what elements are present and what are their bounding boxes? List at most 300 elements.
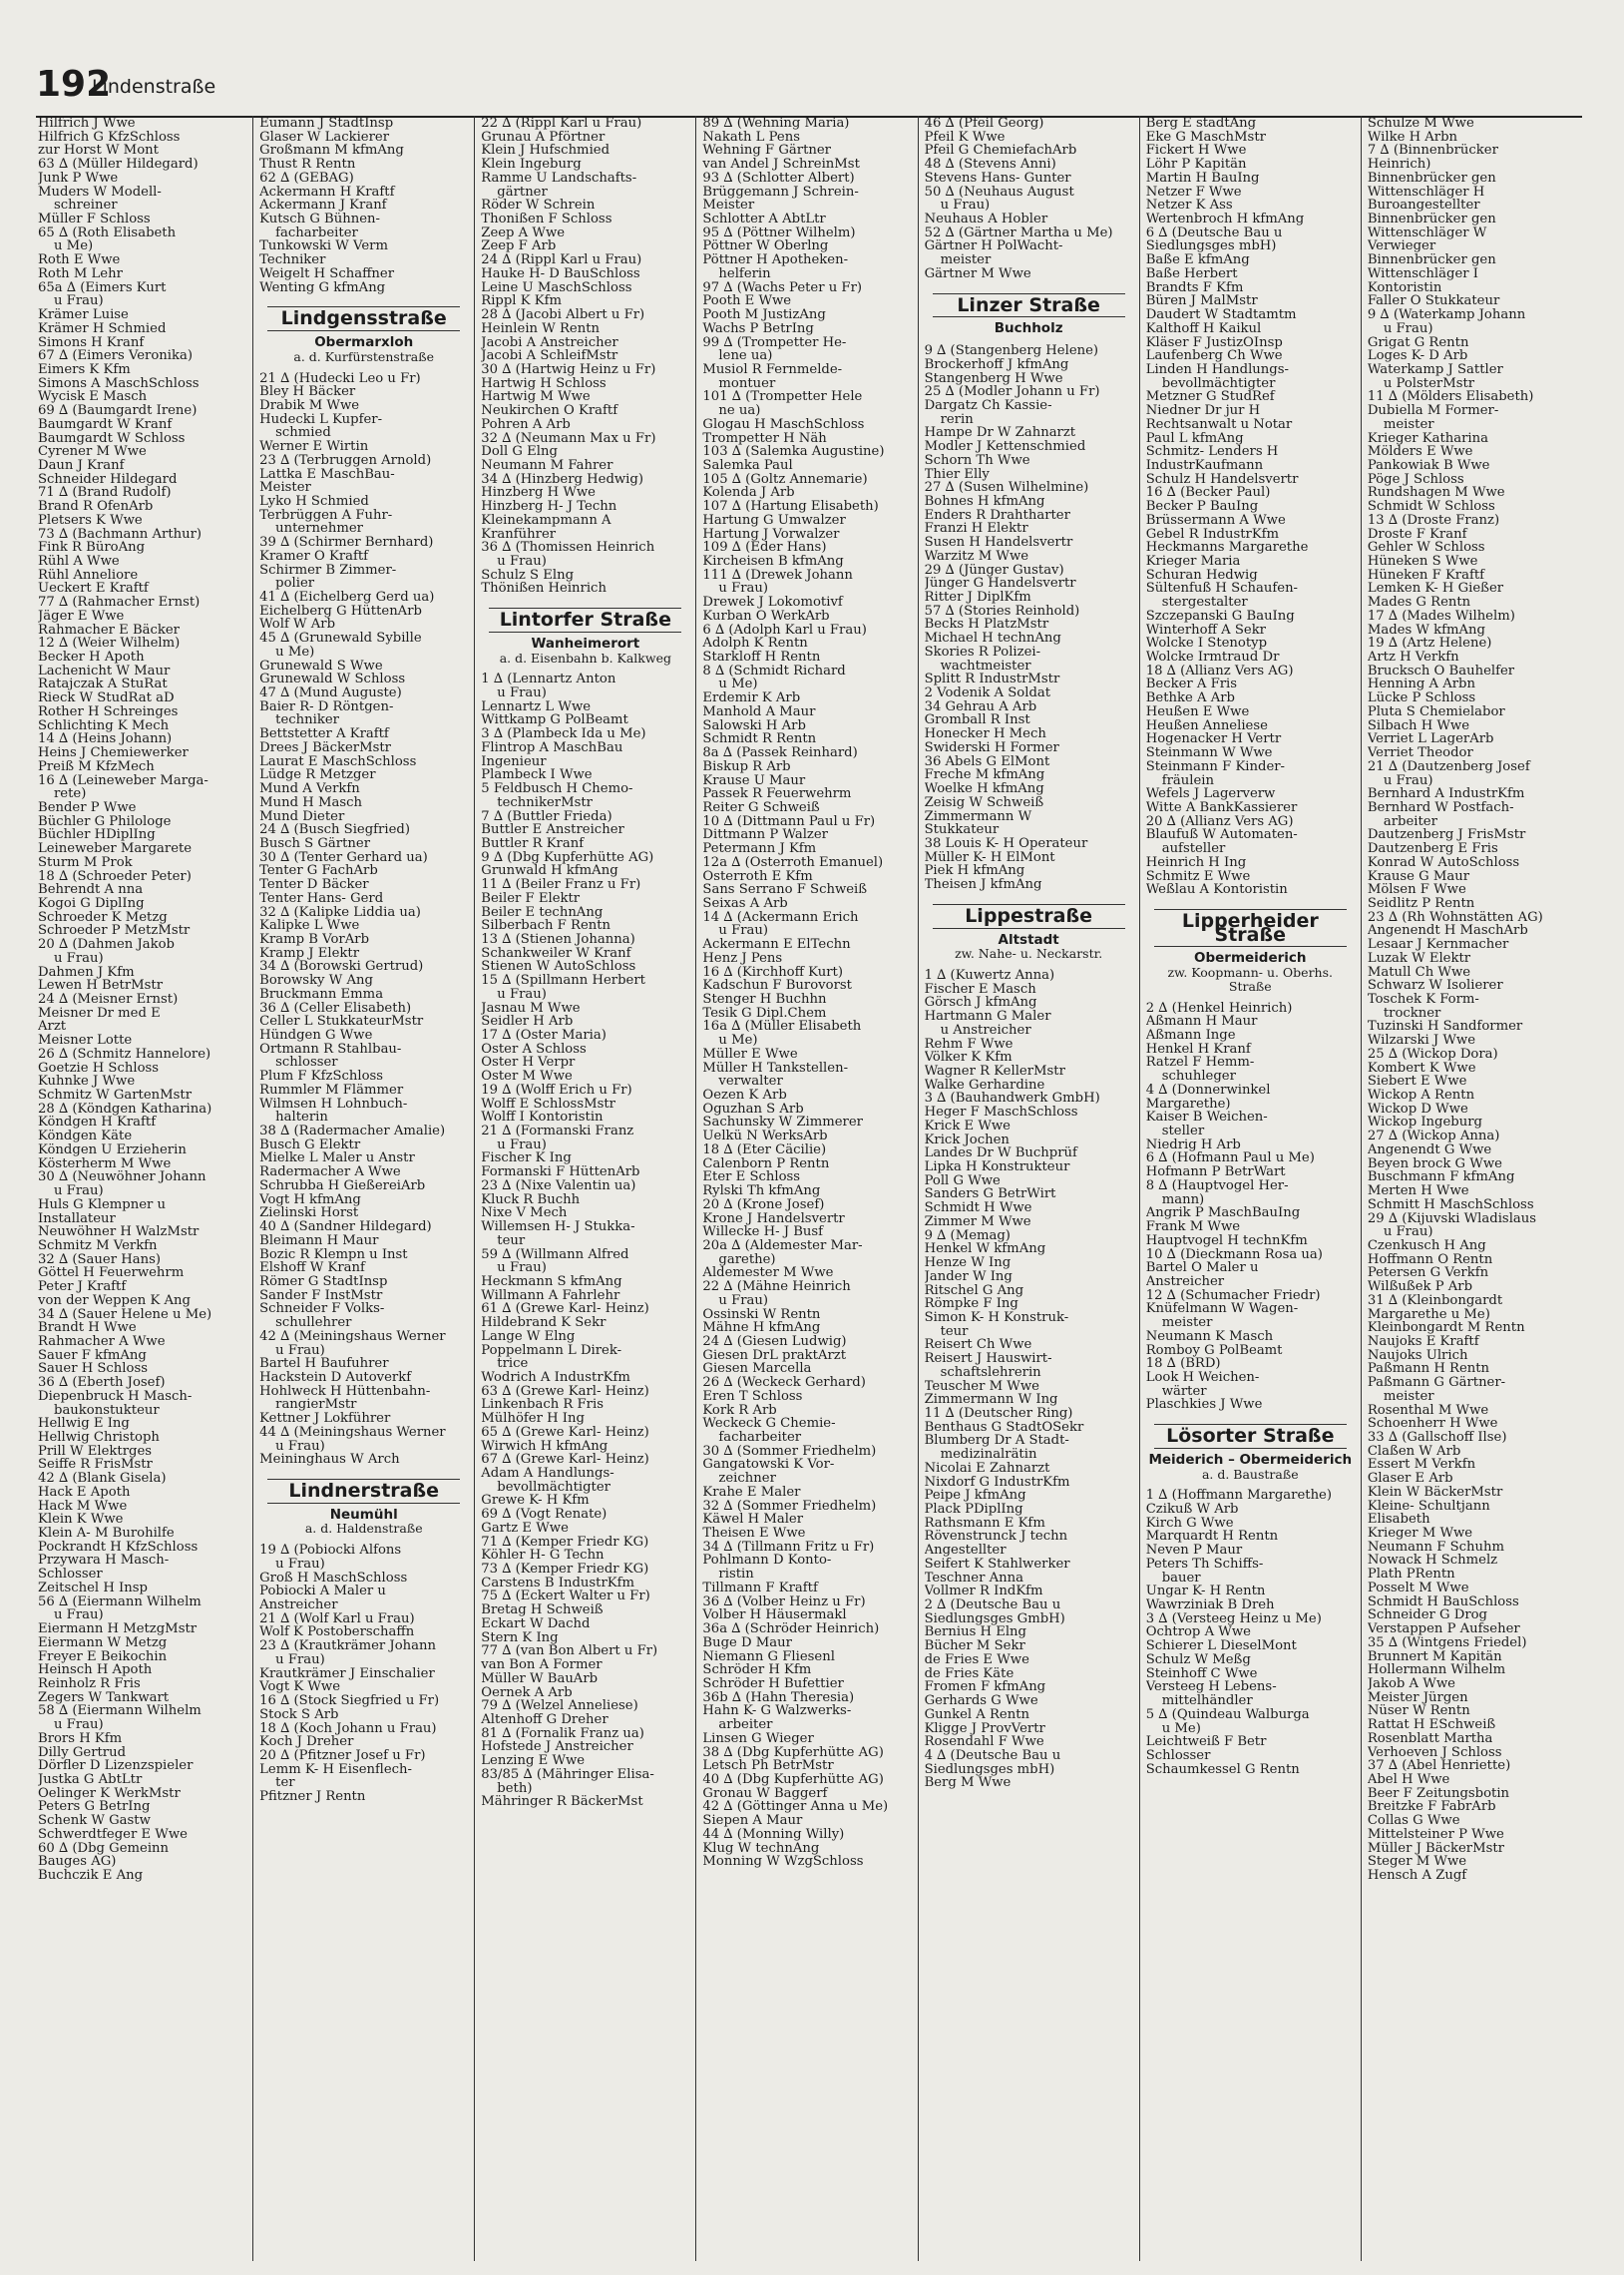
resident-entry: meister — [1383, 1389, 1434, 1404]
resident-entry: Grunewald S Wwe — [259, 659, 383, 674]
resident-entry: Netzer K Ass — [1145, 199, 1233, 214]
resident-entry: Schmidt R Rentn — [702, 732, 817, 747]
house-number-entry: 36a ∆ (Schröder Heinrich) — [702, 1622, 880, 1636]
resident-entry: Becker A Fris — [1145, 678, 1238, 692]
resident-entry: Schneider F Volks- — [259, 1302, 385, 1317]
resident-entry: Nicolai E Zahnarzt — [924, 1461, 1050, 1476]
resident-entry: Warzitz M Wwe — [924, 549, 1029, 564]
house-number-entry: 18 ∆ (BRD) — [1145, 1357, 1221, 1371]
resident-entry: Anstreicher — [1145, 1274, 1225, 1289]
resident-entry: Linden H Handlungs- — [1145, 362, 1289, 377]
resident-entry: Eiermann H MetzgMstr — [38, 1622, 198, 1636]
resident-entry: Henz J Pens — [702, 951, 783, 966]
resident-entry: Peipe J kfmAng — [924, 1489, 1026, 1503]
resident-entry: Klein J Hufschmied — [481, 144, 610, 159]
resident-entry: teur — [940, 1324, 969, 1339]
resident-entry: u Frau) — [275, 1439, 325, 1454]
resident-entry: Bartel O Maler u — [1145, 1261, 1259, 1275]
resident-entry: Matull Ch Wwe — [1367, 965, 1471, 980]
resident-entry: Verstappen P Aufseher — [1367, 1622, 1520, 1636]
resident-entry: garethe) — [718, 1252, 776, 1267]
resident-entry: Leineweber Margarete — [38, 842, 193, 856]
resident-entry: Römpke F Ing — [924, 1297, 1018, 1311]
resident-entry: Swiderski H Former — [924, 740, 1059, 755]
house-number-entry: 65 ∆ (Grewe Karl- Heinz) — [481, 1425, 649, 1440]
house-number-entry: 75 ∆ (Eckert Walter u Fr) — [481, 1590, 650, 1604]
resident-entry: rerin — [940, 412, 974, 427]
house-number-entry: 67 ∆ (Grewe Karl- Heinz) — [481, 1453, 649, 1467]
resident-entry: Romboy G PolBeamt — [1145, 1343, 1283, 1358]
resident-entry: mann) — [1161, 1192, 1205, 1207]
resident-entry: Schlotter A AbtLtr — [702, 213, 826, 227]
resident-entry: schaftslehrerin — [940, 1365, 1041, 1380]
house-number-entry: 9 ∆ (Memag) — [924, 1228, 1011, 1243]
house-number-entry: 40 ∆ (Dbg Kupferhütte AG) — [702, 1772, 884, 1787]
house-number-entry: 41 ∆ (Eichelberg Gerd ua) — [259, 591, 435, 605]
resident-entry: Schmidt H BauSchloss — [1367, 1594, 1519, 1609]
resident-entry: Huls G Klempner u — [38, 1197, 167, 1212]
resident-entry: Reinholz R Fris — [38, 1676, 141, 1691]
resident-entry: Weßlau A Kontoristin — [1145, 883, 1288, 897]
house-number-entry: 9 ∆ (Stangenberg Helene) — [924, 344, 1099, 358]
house-number-entry: 18 ∆ (Eter Cäcilie) — [702, 1142, 827, 1157]
resident-entry: Plum F KfzSchloss — [259, 1070, 384, 1084]
resident-entry: Wickop A Rentn — [1367, 1089, 1475, 1103]
resident-entry: Wilke H Arbn — [1367, 130, 1458, 145]
resident-entry: Rühl A Wwe — [38, 555, 120, 569]
resident-entry: Leichtweiß F Betr — [1145, 1735, 1267, 1749]
resident-entry: rete) — [54, 787, 87, 801]
resident-entry: Brockerhoff J kfmAng — [924, 357, 1069, 372]
resident-entry: verwalter — [718, 1075, 783, 1090]
resident-entry: Müller E Wwe — [702, 1047, 798, 1062]
resident-entry: Heinrich H Ing — [1145, 855, 1247, 870]
resident-entry: Hilfrich J Wwe — [38, 117, 136, 131]
house-number-entry: 21 ∆ (Dautzenberg Josef — [1367, 759, 1530, 774]
resident-entry: Fink R BüroAng — [38, 541, 146, 555]
resident-entry: de Fries Käte — [924, 1666, 1015, 1681]
street-location-note: zw. Koopmann- u. Oberhs. Straße — [1167, 965, 1333, 994]
resident-entry: Siedlungsges GmbH) — [924, 1611, 1065, 1626]
house-number-entry: 6 ∆ (Deutsche Bau u — [1145, 226, 1283, 240]
house-number-entry: 101 ∆ (Trompetter Hele — [702, 390, 863, 405]
resident-entry: Kurban O WerkArb — [702, 609, 830, 624]
resident-entry: schreiner — [54, 199, 118, 214]
resident-entry: Kadschun F Burovorst — [702, 979, 852, 993]
house-number-entry: 20 ∆ (Krone Josef) — [702, 1197, 825, 1212]
resident-entry: Wycisk E Masch — [38, 390, 148, 405]
resident-entry: Röder W Schrein — [481, 199, 596, 214]
resident-entry: Look H Weichen- — [1145, 1370, 1260, 1385]
resident-entry: Silbach H Wwe — [1367, 718, 1470, 733]
resident-entry: Plack PDiplIng — [924, 1503, 1023, 1517]
resident-entry: Lattka E MaschBau- — [259, 467, 395, 482]
house-number-entry: 19 ∆ (Wolff Erich u Fr) — [481, 1083, 632, 1098]
resident-entry: Becks H PlatzMstr — [924, 618, 1049, 633]
resident-entry: Hüneken S Wwe — [1367, 555, 1478, 569]
house-number-entry: 21 ∆ (Hudecki Leo u Fr) — [259, 371, 421, 386]
resident-entry: ne ua) — [718, 404, 761, 418]
resident-entry: Bernius H Elng — [924, 1625, 1026, 1640]
resident-entry: Schmidt H Wwe — [924, 1201, 1032, 1215]
resident-entry: Neumann K Masch — [1145, 1329, 1274, 1344]
house-number-entry: 23 ∆ (Nixe Valentin ua) — [481, 1178, 636, 1193]
resident-entry: Silberbach F Rentn — [481, 919, 611, 933]
resident-entry: Wilmsen H Lohnbuch- — [259, 1097, 408, 1112]
house-number-entry: 37 ∆ (Abel Henriette) — [1367, 1759, 1511, 1773]
resident-entry: montuer — [718, 376, 776, 391]
street-location-note: zw. Nahe- u. Neckarstr. — [955, 946, 1103, 962]
resident-entry: Kolenda J Arb — [702, 486, 795, 501]
resident-entry: Celler L StukkateurMstr — [259, 1015, 424, 1029]
resident-entry: Junk P Wwe — [38, 171, 119, 186]
house-number-entry: 65 ∆ (Roth Elisabeth — [38, 226, 177, 240]
resident-entry: Binnenbrücker gen — [1367, 213, 1496, 227]
resident-entry: Czenkusch H Ang — [1367, 1238, 1486, 1253]
resident-entry: u Frau) — [497, 1138, 547, 1152]
resident-entry: Schaumkessel G Rentn — [1145, 1762, 1300, 1777]
house-number-entry: 89 ∆ (Wehning Maria) — [702, 117, 850, 131]
resident-entry: u Frau) — [718, 924, 769, 939]
resident-entry: Schneider G Drog — [1367, 1608, 1487, 1623]
house-number-entry: 30 ∆ (Sommer Friedhelm) — [702, 1444, 877, 1459]
resident-entry: Hartwig H Schloss — [481, 376, 607, 391]
resident-entry: Vollmer R IndKfm — [924, 1585, 1043, 1599]
house-number-entry: 32 ∆ (Neumann Max u Fr) — [481, 431, 656, 446]
resident-entry: Pfeil K Wwe — [924, 130, 1006, 145]
resident-entry: u Frau) — [1383, 1225, 1433, 1239]
resident-entry: Plaschkies J Wwe — [1145, 1398, 1263, 1413]
resident-entry: Anstreicher — [259, 1598, 338, 1612]
resident-entry: Kork R Arb — [702, 1403, 777, 1418]
street-heading-block — [259, 1479, 468, 1536]
resident-entry: Binnenbrücker gen — [1367, 253, 1496, 267]
resident-entry: Trompetter H Näh — [702, 431, 827, 446]
resident-entry: Kleine- Schultjann — [1367, 1499, 1490, 1514]
resident-entry: Mähringer R BäckerMst — [481, 1795, 643, 1809]
resident-entry: zeichner — [718, 1472, 776, 1486]
resident-entry: Thier Elly — [924, 467, 990, 482]
resident-entry: Gehler W Schloss — [1367, 541, 1485, 555]
resident-entry: Heußen Anneliese — [1145, 718, 1268, 733]
resident-entry: Seifert K Stahlwerker — [924, 1557, 1070, 1572]
resident-entry: de Fries E Wwe — [924, 1652, 1029, 1667]
resident-entry: facharbeiter — [275, 226, 358, 240]
district-name: Obermarxloh — [314, 334, 414, 351]
resident-entry: u Frau) — [497, 555, 547, 569]
resident-entry: Beer F Zeitungsbotin — [1367, 1786, 1510, 1801]
resident-entry: Posselt M Wwe — [1367, 1581, 1469, 1595]
resident-entry: Baße Herbert — [1145, 266, 1238, 281]
resident-entry: Hartung G Umwalzer — [702, 513, 846, 528]
resident-entry: u Frau) — [497, 686, 547, 700]
resident-entry: Brüggemann J Schrein- — [702, 185, 859, 200]
resident-entry: Buge D Maur — [702, 1635, 792, 1650]
resident-entry: Piek H kfmAng — [924, 864, 1025, 879]
resident-entry: Bozic R Klempn u Inst — [259, 1247, 408, 1262]
resident-entry: Rathsmann E Kfm — [924, 1516, 1045, 1531]
resident-entry: Sachunsky W Zimmerer — [702, 1116, 863, 1131]
resident-entry: Nixdorf G IndustrKfm — [924, 1475, 1070, 1490]
resident-entry: Verriet Theodor — [1367, 746, 1473, 760]
resident-entry: Grewe K- H Kfm — [481, 1494, 590, 1509]
house-number-entry: 40 ∆ (Sandner Hildegard) — [259, 1220, 432, 1234]
house-number-entry: 36 ∆ (Celler Elisabeth) — [259, 1001, 412, 1016]
street-title: Lösorter Straße — [1154, 1424, 1347, 1449]
resident-entry: Buroangestellter — [1367, 199, 1480, 214]
street-heading-block — [925, 904, 1133, 961]
house-number-entry: 2 ∆ (Deutsche Bau u — [924, 1598, 1061, 1612]
resident-entry: Eren T Schloss — [702, 1389, 803, 1404]
resident-entry: Zeisig W Schweiß — [924, 795, 1044, 810]
house-number-entry: 24 ∆ (Busch Siegfried) — [259, 823, 410, 837]
resident-entry: Kontoristin — [1367, 280, 1442, 295]
resident-entry: Versteeg H Lebens- — [1145, 1680, 1277, 1695]
resident-entry: Wodrich A IndustrKfm — [481, 1370, 630, 1385]
resident-entry: Müller F Schloss — [38, 213, 151, 227]
resident-entry: Mittelsteiner P Wwe — [1367, 1827, 1504, 1842]
district-name: Meiderich – Obermeiderich — [1148, 1451, 1353, 1468]
resident-entry: Busch S Gärtner — [259, 836, 370, 851]
resident-entry: Jander W Ing — [924, 1269, 1013, 1284]
resident-entry: Henkel W kfmAng — [924, 1242, 1046, 1257]
directory-column — [252, 116, 474, 2261]
resident-entry: Eichelberg G HüttenArb — [259, 604, 422, 619]
house-number-entry: 26 ∆ (Schmitz Hannelore) — [38, 1047, 211, 1062]
resident-entry: Rummler M Flämmer — [259, 1083, 404, 1098]
house-number-entry: 62 ∆ (GEBAG) — [259, 171, 354, 186]
resident-entry: Meisner Lotte — [38, 1034, 133, 1048]
resident-entry: Krieger M Wwe — [1367, 1527, 1473, 1541]
house-number-entry: 23 ∆ (Krautkrämer Johann — [259, 1639, 436, 1653]
resident-entry: Mund A Verkfn — [259, 782, 360, 796]
house-number-entry: 103 ∆ (Salemka Augustine) — [702, 445, 885, 459]
resident-entry: u Frau) — [1383, 773, 1433, 788]
resident-entry: Daudert W Stadtamtm — [1145, 308, 1297, 322]
resident-entry: Reisert Ch Wwe — [924, 1338, 1032, 1353]
resident-entry: Ueckert E Kraftf — [38, 582, 149, 597]
resident-entry: Blaufuß W Automaten- — [1145, 828, 1298, 843]
resident-entry: Netzer F Wwe — [1145, 185, 1242, 200]
resident-entry: Köndgen U Erzieherin — [38, 1142, 187, 1157]
resident-entry: Jasnau M Wwe — [481, 1001, 581, 1016]
house-number-entry: 65a ∆ (Eimers Kurt — [38, 280, 167, 295]
resident-entry: Paßmann G Gärtner- — [1367, 1376, 1506, 1390]
resident-entry: Flintrop A MaschBau — [481, 740, 623, 755]
resident-entry: Ratajczak A StuRat — [38, 678, 168, 692]
house-number-entry: 44 ∆ (Monning Willy) — [702, 1827, 845, 1842]
resident-entry: schlosser — [275, 1056, 338, 1071]
resident-entry: von der Weppen K Ang — [38, 1293, 191, 1308]
resident-entry: Oernek A Arb — [481, 1685, 573, 1700]
resident-entry: Käwel H Maler — [702, 1513, 804, 1528]
resident-entry: Manhold A Maur — [702, 704, 816, 719]
resident-entry: Beiler E technAng — [481, 905, 604, 920]
house-number-entry: 17 ∆ (Mades Wilhelm) — [1367, 609, 1515, 624]
resident-entry: polier — [275, 577, 315, 591]
resident-entry: Zeitschel H Insp — [38, 1581, 148, 1595]
resident-entry: Simon K- H Konstruk- — [924, 1310, 1069, 1325]
resident-entry: Hahn K- G Walzwerks- — [702, 1704, 852, 1719]
resident-entry: u PolsterMstr — [1383, 376, 1475, 391]
house-number-entry: 61 ∆ (Grewe Karl- Heinz) — [481, 1302, 649, 1317]
resident-entry: Schulz H Handelsvertr — [1145, 472, 1299, 487]
resident-entry: u Me) — [275, 645, 315, 660]
resident-entry: Heußen E Wwe — [1145, 704, 1250, 719]
resident-entry: Waterkamp J Sattler — [1367, 362, 1503, 377]
resident-entry: Biskup R Arb — [702, 759, 791, 774]
resident-entry: Niedrig H Arb — [1145, 1138, 1241, 1152]
house-number-entry: 36 Abels G ElMont — [924, 754, 1050, 769]
house-number-entry: 32 ∆ (Sommer Friedhelm) — [702, 1499, 877, 1514]
resident-entry: Werner E Wirtin — [259, 440, 369, 454]
house-number-entry: 32 ∆ (Kalipke Liddia ua) — [259, 905, 421, 920]
resident-entry: Klein W BäckerMstr — [1367, 1485, 1503, 1500]
resident-entry: Bettstetter A Kraftf — [259, 727, 389, 741]
resident-entry: Benthaus G StadtOSekr — [924, 1420, 1084, 1435]
house-number-entry: 73 ∆ (Kemper Friedr KG) — [481, 1563, 649, 1577]
resident-entry: Bohnes H kfmAng — [924, 494, 1045, 509]
resident-entry: Tenter D Bäcker — [259, 878, 369, 892]
resident-entry: Ackermann E ElTechn — [702, 938, 851, 952]
house-number-entry: 13 ∆ (Stienen Johanna) — [481, 932, 635, 947]
resident-entry: Kösterherm M Wwe — [38, 1156, 172, 1171]
resident-entry: Wolff E SchlossMstr — [481, 1097, 615, 1112]
resident-entry: Peters G BetrIng — [38, 1800, 151, 1815]
resident-entry: Metzner G StudRef — [1145, 390, 1275, 405]
resident-entry: Knüfelmann W Wagen- — [1145, 1302, 1299, 1317]
resident-entry: Bethke A Arb — [1145, 691, 1235, 705]
house-number-entry: 21 ∆ (Formanski Franz — [481, 1125, 634, 1138]
resident-entry: Eter E Schloss — [702, 1170, 801, 1185]
resident-entry: Hauke H- D BauSchloss — [481, 266, 640, 281]
resident-entry: Rühl Anneliore — [38, 568, 139, 583]
resident-entry: Grunwald H kfmAng — [481, 864, 618, 879]
resident-entry: Gärtner M Wwe — [924, 266, 1031, 281]
resident-entry: Toschek K Form- — [1367, 993, 1479, 1007]
resident-entry: Kleinbongardt M Rentn — [1367, 1321, 1525, 1335]
resident-entry: Roth E Wwe — [38, 253, 121, 267]
resident-entry: Neumann M Fahrer — [481, 458, 613, 473]
resident-entry: Gronau W Baggerf — [702, 1786, 828, 1801]
resident-entry: ter — [275, 1776, 295, 1791]
resident-entry: Dargatz Ch Kassie- — [924, 398, 1052, 413]
resident-entry: Uelkü N WerksArb — [702, 1130, 828, 1143]
resident-entry: Schlichting K Mech — [38, 718, 170, 733]
resident-entry: Seixas A Arb — [702, 896, 788, 911]
resident-entry: Krieger Katharina — [1367, 431, 1489, 446]
house-number-entry: 38 ∆ (Dbg Kupferhütte AG) — [702, 1745, 884, 1760]
resident-entry: Lemm K- H Eisenflech- — [259, 1762, 412, 1777]
resident-entry: meister — [940, 253, 992, 267]
resident-entry: Honecker H Mech — [924, 727, 1046, 741]
resident-entry: Mades G Rentn — [1367, 596, 1471, 610]
resident-entry: Neuhaus A Hobler — [924, 213, 1048, 227]
resident-entry: Weckeck G Chemie- — [702, 1417, 836, 1431]
resident-entry: Sans Serrano F Schweiß — [702, 883, 868, 897]
resident-entry: mittelhändler — [1161, 1694, 1253, 1708]
resident-entry: Schankweiler W Kranf — [481, 946, 631, 961]
resident-entry: Winterhoff A Sekr — [1145, 623, 1266, 638]
resident-entry: Henning A Arbn — [1367, 678, 1475, 692]
resident-entry: Giesen DrL praktArzt — [702, 1348, 847, 1363]
resident-entry: Dautzenberg J FrisMstr — [1367, 828, 1526, 843]
resident-entry: Margarethe) — [1145, 1097, 1231, 1112]
resident-entry: Schmitz M Verkfn — [38, 1238, 158, 1253]
house-number-entry: 77 ∆ (Rahmacher Ernst) — [38, 596, 201, 610]
house-number-entry: 34 ∆ (Borowski Gertrud) — [259, 960, 424, 975]
resident-entry: Claßen W Arb — [1367, 1444, 1461, 1459]
directory-column — [918, 116, 1139, 2261]
resident-entry: Steinmann F Kinder- — [1145, 759, 1286, 774]
resident-entry: Naujoks E Kraftf — [1367, 1334, 1479, 1349]
resident-entry: Verhoeven J Schloss — [1367, 1745, 1502, 1760]
house-number-entry: 11 ∆ (Deutscher Ring) — [924, 1406, 1073, 1421]
resident-entry: Artz H Verkfn — [1367, 651, 1459, 665]
resident-entry: Verriet L LagerArb — [1367, 732, 1494, 747]
resident-entry: Willemsen H- J Stukka- — [481, 1220, 635, 1234]
directory-column — [36, 116, 252, 2261]
district-name: Buchholz — [994, 320, 1063, 337]
resident-entry: u Frau) — [54, 294, 104, 309]
resident-entry: Krieger Maria — [1145, 555, 1241, 569]
resident-entry: Lyko H Schmied — [259, 494, 369, 509]
resident-entry: rangierMstr — [275, 1398, 357, 1413]
resident-entry: Gromball R Inst — [924, 713, 1030, 728]
resident-entry: Nowack H Schmelz — [1367, 1554, 1498, 1569]
resident-entry: Wittkamp G PolBeamt — [481, 713, 628, 728]
resident-entry: Ungar K- H Rentn — [1145, 1585, 1266, 1599]
resident-entry: Rylski Th kfmAng — [702, 1184, 821, 1198]
house-number-entry: 34 ∆ (Sauer Helene u Me) — [38, 1307, 212, 1322]
resident-entry: Bernhard W Postfach- — [1367, 800, 1514, 815]
resident-entry: bevollmächtigter — [1161, 376, 1276, 391]
resident-entry: Hartwig M Wwe — [481, 390, 591, 405]
resident-entry: Aßmann Inge — [1145, 1029, 1236, 1043]
house-number-entry: 105 ∆ (Goltz Annemarie) — [702, 472, 868, 487]
house-number-entry: 71 ∆ (Kemper Friedr KG) — [481, 1535, 649, 1550]
resident-entry: Krone J Handelsvertr — [702, 1211, 845, 1226]
resident-entry: Pohlmann D Konto- — [702, 1554, 832, 1569]
resident-entry: Steinhoff C Wwe — [1145, 1666, 1258, 1681]
directory-column — [1361, 116, 1582, 2261]
resident-entry: Skories R Polizei- — [924, 645, 1041, 660]
resident-entry: Kettner J Lokführer — [259, 1412, 391, 1426]
house-number-entry: 8a ∆ (Passek Reinhard) — [702, 746, 858, 760]
resident-entry: Lüdge R Metzger — [259, 768, 376, 783]
resident-entry: Sültenfuß H Schaufen- — [1145, 582, 1299, 597]
resident-entry: van Bon A Former — [481, 1658, 603, 1672]
resident-entry: Zielinski Horst — [259, 1206, 359, 1221]
resident-entry: Poll G Wwe — [924, 1173, 1001, 1188]
resident-entry: fräulein — [1161, 773, 1214, 788]
resident-entry: Mund Dieter — [259, 809, 345, 824]
resident-entry: Heckmanns Margarethe — [1145, 541, 1309, 555]
resident-entry: u Frau) — [54, 1718, 104, 1732]
resident-entry: Naujoks Ulrich — [1367, 1348, 1468, 1363]
resident-entry: u Frau) — [275, 1652, 325, 1667]
resident-entry: Carstens B IndustrKfm — [481, 1576, 634, 1591]
resident-entry: Becker P BauIng — [1145, 500, 1259, 514]
house-number-entry: 67 ∆ (Eimers Veronika) — [38, 349, 194, 363]
resident-entry: ristin — [718, 1568, 754, 1582]
resident-entry: Pfitzner J Rentn — [259, 1790, 366, 1804]
resident-entry: Müller W BauArb — [481, 1671, 599, 1686]
resident-entry: Schorn Th Wwe — [924, 453, 1030, 468]
resident-entry: Müller K- H ElMont — [924, 850, 1055, 865]
house-number-entry: 2 Vodenik A Soldat — [924, 686, 1051, 700]
resident-entry: Giesen Marcella — [702, 1362, 812, 1377]
